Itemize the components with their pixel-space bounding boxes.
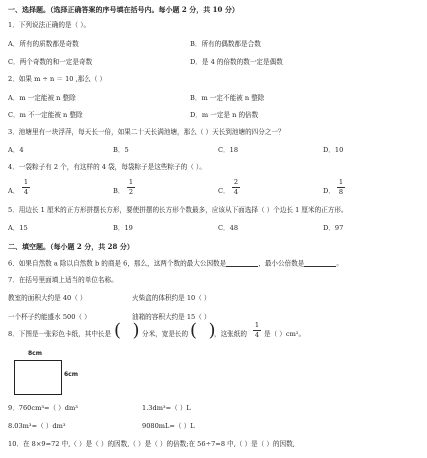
q10-text: 10．在 8×9=72 中,（ ）是（ ）的因数,（ ）是（ ）的倍数;在 56÷7=8 中,（ ）是（ ）的因数,	[8, 440, 295, 448]
q7-row2-right: 油箱的容积大约是 15（ ）	[132, 313, 211, 321]
q9-row1-right: 1.3dm³=（ ）L	[142, 404, 191, 412]
q8-fraction-denominator: 4	[254, 331, 260, 339]
q6-blank-lcm[interactable]	[304, 260, 336, 267]
q4-d-denominator: 8	[338, 188, 344, 196]
section2-heading: 二、填空题。（每小题 2 分，共 28 分）	[8, 242, 134, 251]
q5-option-c: C．48	[218, 224, 239, 232]
q8-width-blank[interactable]: ( )	[190, 320, 216, 341]
q6-text-part3: 。	[336, 259, 343, 268]
q3-option-c: C．18	[218, 146, 239, 154]
q7-row1-right: 火柴盒的体积约是 10（ ）	[132, 294, 211, 302]
q8-text-part2: 分米，宽是长的	[142, 330, 189, 338]
figure-side-label: 6cm	[64, 371, 78, 378]
q3-stem: 3．池塘里有一块浮萍，每天长一倍，如果二十天长满池塘，那么（ ）天长到池塘的四分之一？	[8, 128, 285, 136]
q8-text-part3: ，这张纸的	[214, 330, 247, 338]
q8-quarter-fraction	[253, 322, 261, 339]
q5-option-b: B．19	[113, 224, 133, 232]
q6-text-part2: ，最小公倍数是	[258, 259, 305, 268]
q1-option-b: B．所有的偶数都是合数	[190, 40, 261, 48]
q8-text-part4: 是（ ）cm²。	[264, 330, 306, 338]
q4-option-a: A．	[8, 187, 20, 195]
q1-option-c: C．两个奇数的和一定是奇数	[8, 58, 93, 66]
q7-row1-left: 教室的面积大约是 40（ ）	[8, 294, 87, 302]
q4-stem: 4．一袋粽子有 2 个，有这样的 4 袋，每袋粽子是这些粽子的（ ）。	[8, 163, 206, 171]
q5-option-a: A．15	[8, 224, 28, 232]
q4-option-d: D．	[323, 187, 335, 195]
q6-blank-gcd[interactable]	[226, 260, 258, 267]
q4-a-numerator: 1	[23, 178, 29, 186]
q8-fraction-numerator: 1	[254, 321, 260, 329]
q8-length-blank[interactable]: ( )	[114, 320, 140, 341]
q4-c-denominator: 4	[233, 188, 239, 196]
q7-row2-left: 一个杯子约能盛水 500（ ）	[8, 313, 91, 321]
q5-stem: 5．用边长 1 厘米的正方形拼摆长方形，要使拼摆的长方形个数最多，应该从下面选择（ ）个边长 1 厘米的正方形。	[8, 206, 348, 214]
q5-option-d: D．97	[323, 224, 344, 232]
q2-stem: 2．如果 m ÷ n ＝ 10 ,那么（ ）	[8, 75, 107, 83]
q2-option-c: C．m 不一定能被 n 整除	[8, 111, 83, 119]
q9-row2-left: 8.03m³=（ ）dm³	[8, 422, 66, 430]
q4-b-numerator: 1	[128, 178, 134, 186]
q3-option-a: A．4	[8, 146, 24, 154]
q1-option-a: A．所有的质数都是奇数	[8, 40, 79, 48]
section1-heading: 一、选择题。（选择正确答案的序号填在括号内。每小题 2 分，共 10 分）	[8, 5, 239, 14]
q4-d-fraction	[337, 179, 345, 196]
q2-option-a: A．m 一定能被 n 整除	[8, 94, 76, 102]
q8-text-part1: 8．下图是一张彩色卡纸，其中长是	[8, 330, 112, 338]
q3-option-b: B．5	[113, 146, 129, 154]
q2-option-b: B．m 一定不能被 n 整除	[190, 94, 265, 102]
q6-text-part1: 6．如果自然数 a 除以自然数 b 的商是 6，那么，这两个数的最大公因数是	[8, 259, 227, 268]
q7-stem: 7．在括号里面填上适当的单位名称。	[8, 276, 118, 284]
figure-top-label: 8cm	[28, 350, 42, 357]
q3-option-d: D．10	[323, 146, 344, 154]
q6-line	[8, 260, 343, 267]
q1-option-d: D．是 4 的倍数的数一定是偶数	[190, 58, 283, 66]
q4-option-c: C．	[218, 187, 230, 195]
q1-stem: 1．下列说法正确的是（ ）。	[8, 21, 91, 29]
q2-option-d: D．m 一定是 n 的倍数	[190, 111, 259, 119]
q4-option-b: B．	[113, 187, 125, 195]
q9-row1-left: 9．760cm³=（ ）dm³	[8, 404, 78, 412]
q4-a-denominator: 4	[23, 188, 29, 196]
q4-b-fraction	[127, 179, 135, 196]
q4-c-fraction	[232, 179, 240, 196]
colored-card-figure	[14, 360, 62, 395]
q4-d-numerator: 1	[338, 178, 344, 186]
q4-b-denominator: 2	[128, 188, 134, 196]
q9-row2-right: 9080mL=（ ）L	[142, 422, 195, 430]
q4-a-fraction	[22, 179, 30, 196]
q4-c-numerator: 2	[233, 178, 239, 186]
